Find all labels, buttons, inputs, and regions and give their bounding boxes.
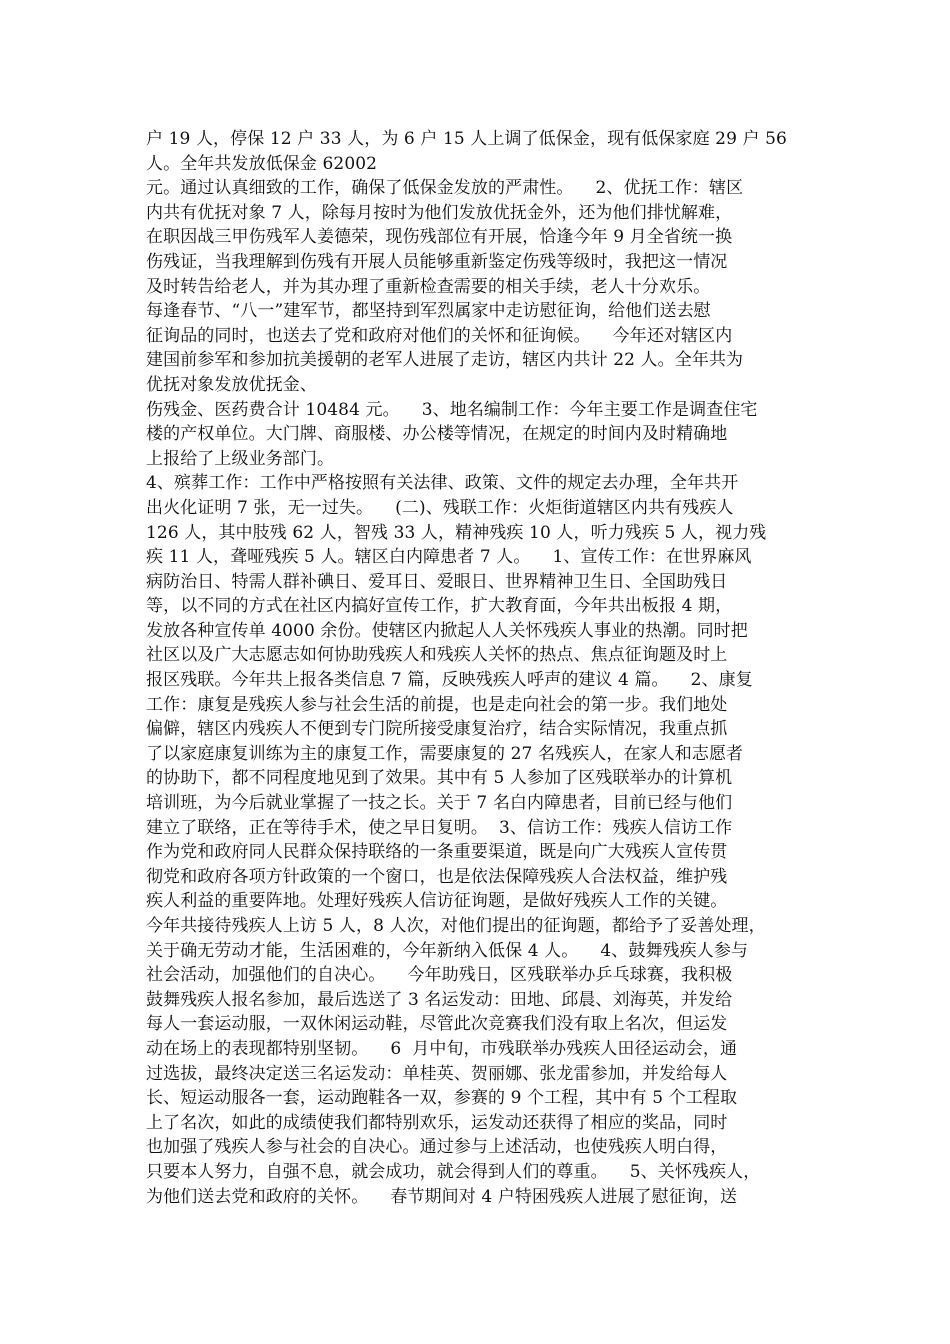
text-line: 也加强了残疾人参与社会的自决心。通过参与上述活动，也使残疾人明白得， — [146, 1137, 728, 1158]
text-line: 伤残金、医药费合计 10484 元。 3、地名编制工作：今年主要工作是调查住宅 — [146, 399, 758, 420]
text-line: 建国前参军和参加抗美援朝的老军人进展了走访，辖区内共计 22 人。全年共为 — [146, 350, 744, 371]
text-line: 过选拔，最终决定送三名运发动：单桂英、贺丽娜、张龙雷参加，并发给每人 — [146, 1063, 728, 1084]
text-line: 为他们送去党和政府的关怀。 春节期间对 4 户特困残疾人进展了慰征询，送 — [146, 1186, 738, 1207]
text-line: 户 19 人，停保 12 户 33 人，为 6 户 15 人上调了低保金，现有低保家庭 29 户 56 — [146, 129, 787, 149]
text-line: 今年共接待残疾人上访 5 人，8 人次，对他们提出的征询题，都给予了妥善处理， — [146, 916, 766, 936]
text-line: 社区以及广大志愿志如何协助残疾人和残疾人关怀的热点、焦点征询题及时上 — [146, 645, 728, 666]
text-line: 报区残联。今年共上报各类信息 7 篇，反映残疾人呼声的建议 4 篇。 2、康复 — [146, 670, 753, 691]
text-line: 鼓舞残疾人报名参加，最后选送了 3 名运发动：田地、邱晨、刘海英，并发给 — [146, 989, 733, 1010]
text-line: 培训班，为今后就业掌握了一技之长。关于 7 名白内障患者，目前已经与他们 — [146, 793, 733, 814]
text-line: 人。全年共发放低保金 62002 — [146, 153, 378, 174]
text-line: 发放各种宣传单 4000 余份。使辖区内掀起人人关怀残疾人事业的热潮。同时把 — [146, 620, 748, 641]
text-line: 内共有优抚对象 7 人，除每月按时为他们发放优抚金外，还为他们排忧解难， — [146, 202, 733, 223]
text-line: 长、短运动服各一套，运动跑鞋各一双，参赛的 9 个工程，其中有 5 个工程取 — [146, 1088, 738, 1109]
text-line: 关于确无劳动才能，生活困难的，今年新纳入低保 4 人。 4、鼓舞残疾人参与 — [146, 940, 749, 961]
text-line: 上报给了上级业务部门。 — [146, 448, 335, 469]
text-line: 楼的产权单位。大门牌、商服楼、办公楼等情况，在规定的时间内及时精确地 — [146, 424, 728, 445]
text-line: 出火化证明 7 张，无一过失。 (二)、残联工作：火炬街道辖区内共有残疾人 — [146, 497, 734, 518]
text-line: 等，以不同的方式在社区内搞好宣传工作，扩大教育面，今年共出板报 4 期， — [146, 596, 733, 617]
text-line: 及时转告给老人，并为其办理了重新检查需要的相关手续，老人十分欢乐。 — [146, 276, 711, 297]
text-line: 4、殡葬工作：工作中严格按照有关法律、政策、文件的规定去办理，全年共开 — [146, 473, 739, 494]
text-line: 动在场上的表现都特别坚韧。 6 月中旬，市残联举办残疾人田径运动会，通 — [146, 1038, 738, 1059]
text-line: 病防治日、特需人群补碘日、爱耳日、爱眼日、世界精神卫生日、全国助残日 — [146, 571, 728, 592]
text-line: 社会活动，加强他们的自决心。 今年助残日，区残联举办乒乓球赛，我积极 — [146, 965, 733, 986]
document-body-text — [146, 127, 826, 1209]
text-line: 每人一套运动服，一双休闲运动鞋，尽管此次竞赛我们没有取上名次，但运发 — [146, 1014, 728, 1035]
text-line: 疾 11 人，聋哑残疾 5 人。辖区白内障患者 7 人。 1、宣传工作：在世界麻风 — [146, 547, 752, 568]
text-line: 126 人，其中肢残 62 人，智残 33 人，精神残疾 10 人，听力残疾 5 人，视力残 — [146, 522, 767, 543]
text-line: 彻党和政府各项方针政策的一个窗口，也是依法保障残疾人合法权益，维护残 — [146, 866, 728, 887]
text-line: 作为党和政府同人民群众保持联络的一条重要渠道，既是向广大残疾人宣传贯 — [146, 842, 728, 863]
text-line: 了以家庭康复训练为主的康复工作，需要康复的 27 名残疾人，在家人和志愿者 — [146, 743, 744, 764]
text-line: 优抚对象发放优抚金、 — [146, 374, 317, 395]
text-line: 每逢春节、“八一”建军节，都坚持到军烈属家中走访慰征询，给他们送去慰 — [146, 301, 711, 322]
text-line: 征询品的同时，也送去了党和政府对他们的关怀和征询候。 今年还对辖区内 — [146, 325, 733, 346]
text-line: 建立了联络，正在等待手术，使之早日复明。 3、信访工作：残疾人信访工作 — [146, 817, 733, 838]
text-line: 疾人利益的重要阵地。处理好残疾人信访征询题，是做好残疾人工作的关键。 — [146, 891, 728, 912]
text-line: 工作：康复是残疾人参与社会生活的前提，也是走向社会的第一步。我们地处 — [146, 694, 728, 715]
text-line: 元。通过认真细致的工作，确保了低保金发放的严肃性。 2、优抚工作：辖区 — [146, 178, 744, 199]
text-line: 伤残证，当我理解到伤残有开展人员能够重新鉴定伤残等级时，我把这一情况 — [146, 251, 728, 272]
text-line: 的协助下，都不同程度地见到了效果。其中有 5 人参加了区残联举办的计算机 — [146, 768, 733, 789]
text-line: 偏僻，辖区内残疾人不便到专门院所接受康复治疗，结合实际情况，我重点抓 — [146, 719, 728, 740]
text-line: 上了名次，如此的成绩使我们都特别欢乐，运发动还获得了相应的奖品，同时 — [146, 1112, 728, 1133]
text-line: 只要本人努力，自强不息，就会成功，就会得到人们的尊重。 5、关怀残疾人， — [146, 1161, 761, 1182]
text-line: 在职因战三甲伤残军人姜德荣，现伤残部位有开展，恰逢今年 9 月全省统一换 — [146, 227, 733, 248]
